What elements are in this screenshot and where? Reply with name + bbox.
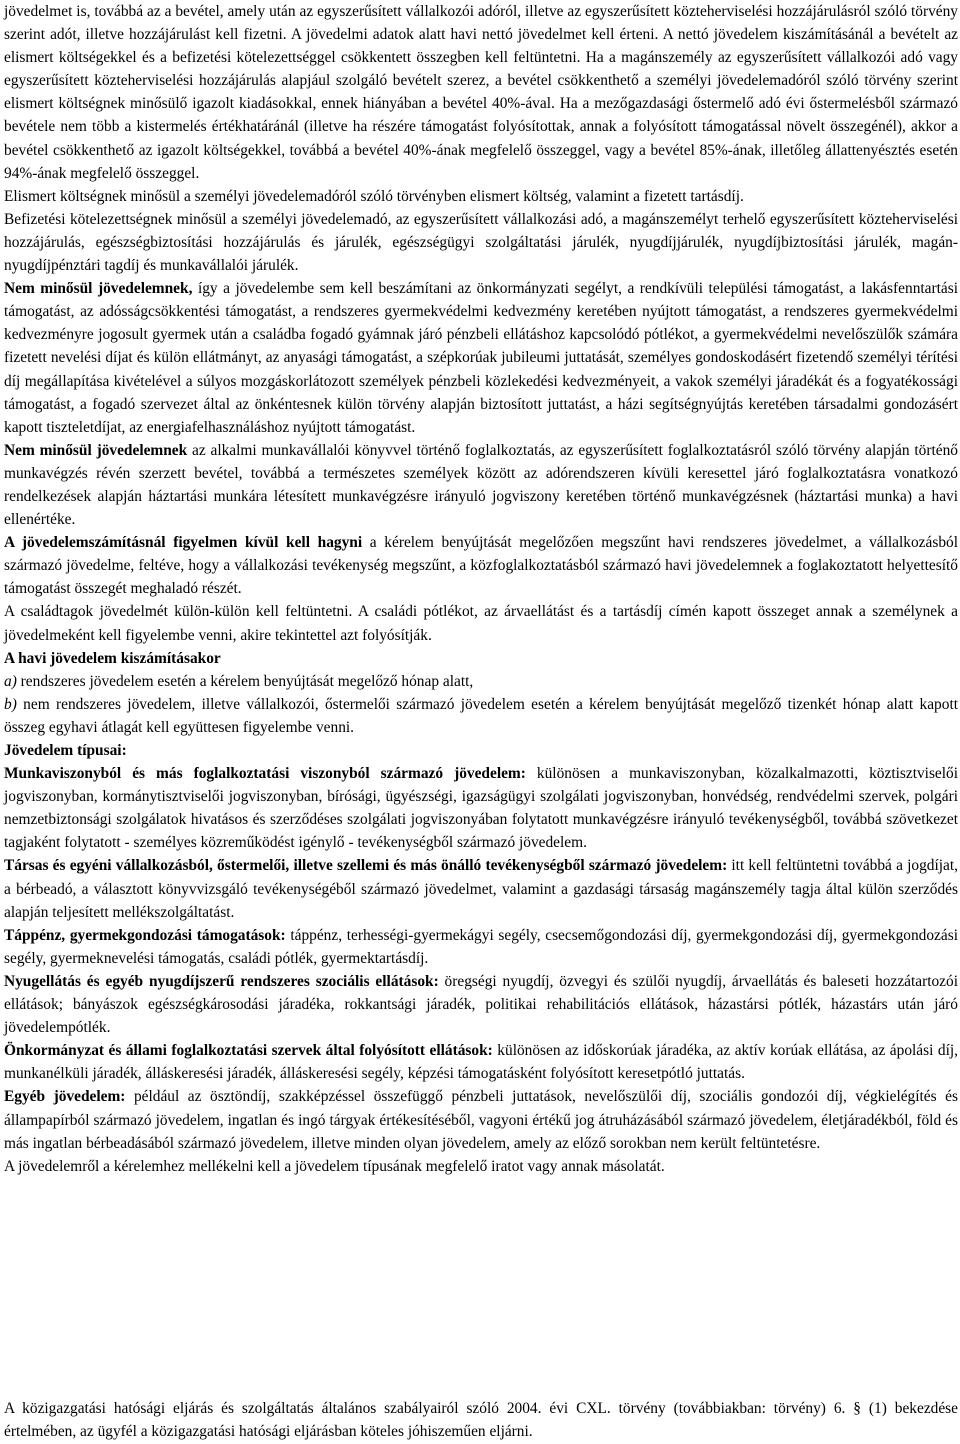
income-type-enterprise (4, 854, 958, 923)
paragraph-payment-obligation: Befizetési kötelezettségnek minősül a személyi jövedelemadó, az egyszerűsített vállalkozási adó, a magánszemélyt terhelő egyszerűsített közteherviselési hozzájárulás, egészségbiztosítási hozzájárulás és járulék, egészségügyi szolgáltatási járulék, nyugdíjjárulék, nyugdíjbiztosítási járulék, magán-nyugdíjpénztári tagdíj és munkavállalói járulék. (4, 210, 958, 275)
income-type-pension-lead: Nyugellátás és egyéb nyugdíjszerű rendszeres szociális ellátások: (4, 972, 439, 990)
income-type-municipal-text: különösen az időskorúak járadéka, az aktív korúak ellátása, az ápolási díj, munkanélküli járadék, álláskeresési járadék, álláskeresési segély, képzési támogatásként folyósított keresetpótló juttatás. (4, 1042, 958, 1083)
lead-disregard: A jövedelemszámításnál figyelmen kívül kell hagyni (4, 534, 363, 552)
income-type-employment-text: különösen a munkaviszonyban, közalkalmazotti, köztisztviselői jogviszonyban, kormánytisztviselői jogviszonyban, bírósági, ügyészségi, igazságügyi szolgálati jogviszonyban, honvédség, rendvédelmi szervek, polgári nemzetbiztonsági szolgálatok hivatásos és szerződéses szolgálati jogviszonyában folytatott munkavégzésre irányuló tevékenységből, továbbá szövetkezet tagjaként folytatott - személyes közreműködést igénylő - tevékenységből származó jövedelem. (4, 765, 959, 852)
list-text-b: nem rendszeres jövedelem, illetve vállalkozói, őstermelői származó jövedelem esetén a kérelem benyújtását megelőző tizenkét hónap alatt kapott összeg egyhavi átlagát kell együttesen figyelembe venni. (4, 695, 958, 736)
income-type-sickpay-lead: Táppénz, gyermekgondozási támogatások: (4, 926, 286, 944)
income-type-employment (4, 762, 958, 854)
document-body (4, 0, 958, 1178)
income-type-other (4, 1085, 958, 1154)
income-type-sickpay-text: táppénz, terhességi-gyermekágyi segély, csecsemőgondozási díj, gyermekgondozási díj, gyermekgondozási segély, gyermeknevelési támogatás, családi pótlék, gyermektartásdíj. (4, 926, 958, 967)
income-type-employment-lead: Munkaviszonyból és más foglalkoztatási viszonyból származó jövedelem: (4, 765, 526, 783)
heading-monthly-text: A havi jövedelem kiszámításakor (4, 649, 221, 667)
paragraph-recognized-costs: Elismert költségnek minősül a személyi jövedelemadóról szóló törvényben elismert költség, valamint a fizetett tartásdíj. (4, 187, 744, 205)
footer-legal-note: A közigazgatási hatósági eljárás és szolgáltatás általános szabályairól szóló 2004. évi CXL. törvény (továbbiakban: törvény) 6. § (1) bekezdése értelmében, az ügyfél a közigazgatási hatósági eljárásban köteles jóhiszeműen eljárni. (4, 1400, 958, 1441)
text-not-income-1: így a jövedelembe sem kell beszámítani az önkormányzati segélyt, a rendkívüli települési támogatást, a lakásfenntartási támogatást, az adósságcsökkentési támogatást, a rendszeres gyermekvédelmi kedvezmény keretében nyújtott támogatást, a rendszeres gyermekvédelmi kedvezményre jogosult gyermek után a családba fogadó gyámnak járó pénzbeli ellátáshoz kapcsolódó pótlékot, a gyermekvédelmi nevelőszülők számára fizetett nevelési díjat és külön ellátmányt, az anyasági támogatást, a szépkorúak jubileumi juttatását, személyes gondoskodásért fizetendő személyi térítési díj megállapítása kivételével a súlyos mozgáskorlátozott személyek pénzbeli közlekedési kedvezményeit, a vakok személyi járadékát és a fogyatékossági támogatást, a fogadó szervezet által az önkéntesnek külön törvény alapján biztosított juttatást, a házi segítségnyújtás keretében társadalmi gondozásért kapott tiszteletdíjat, az energiafelhasználáshoz nyújtott támogatást. (4, 280, 958, 436)
paragraph-not-income-2 (4, 439, 958, 531)
list-item-a (4, 670, 958, 693)
paragraph-net-income: jövedelmet is, továbbá az a bevétel, amely után az egyszerűsített vállalkozói adóról, illetve az egyszerűsített közteherviselési hozzájárulásról szóló törvény szerint adót, illetve hozzájárulást kell fizetni. A jövedelmi adatok alatt havi nettó jövedelmet kell érteni. A nettó jövedelem kiszámításánál a bevételt az elismert költségekkel és a befizetési kötelezettséggel csökkentett összegben kell feltüntetni. Ha a magánszemély az egyszerűsített vállalkozói adó vagy egyszerűsített közteherviselési hozzájárulás alapjául szolgáló bevételt szerez, a bevétel csökkenthető a személyi jövedelemadóról szóló törvény szerint elismert költségnek minősülő igazolt kiadásokkal, ennek hiányában a bevétel 40%-ával. Ha a mezőgazdasági őstermelő adó évi őstermelésből származó bevétele nem több a kistermelés értékhatáránál (illetve ha részére támogatást folyósítottak, annak a folyósított támogatással növelt összegénél), akkor a bevétel csökkenthető az igazolt költségekkel, továbbá a bevétel 40%-ának megfelelő összeggel, vagy a bevétel 85%-ának, illetőleg állattenyésztés esetén 94%-ának megfelelő összeggel. (4, 3, 958, 182)
heading-income-types (4, 739, 958, 762)
income-type-other-text: például az ösztöndíj, szakképzéssel összefüggő pénzbeli juttatások, nevelőszülői díj, szociális gondozói díj, végkielégítés és állampapírból származó jövedelem, ingatlan és ingó tárgyak értékesítéséből, vagyoni értékű jog átruházásából származó jövedelem, életjáradékból, föld és más ingatlan bérbeadásából származó jövedelem, illetve minden olyan jövedelem, amely az előző sorokban nem került feltüntetésre. (4, 1088, 958, 1152)
income-type-sickpay (4, 924, 958, 970)
text-disregard: a kérelem benyújtását megelőzően megszűnt havi rendszeres jövedelmet, a vállalkozásból származó jövedelme, feltéve, hogy a vállalkozási tevékenység megszűnt, a közfoglalkoztatásból származó havi jövedelemnek a foglakoztatott helyettesítő támogatást összegét meghaladó részét. (4, 534, 958, 598)
income-type-municipal-lead: Önkormányzat és állami foglalkoztatási szervek által folyósított ellátások: (4, 1042, 493, 1060)
list-text-a: rendszeres jövedelem esetén a kérelem benyújtását megelőző hónap alatt, (16, 672, 474, 690)
lead-not-income-2: Nem minősül jövedelemnek (4, 441, 188, 459)
paragraph-disregard (4, 531, 958, 600)
paragraph-not-income-1 (4, 277, 958, 439)
income-type-pension (4, 970, 958, 1039)
paragraph-attachment: A jövedelemről a kérelemhez mellékelni kell a jövedelem típusának megfelelő iratot vagy annak másolatát. (4, 1157, 665, 1175)
text-not-income-2: az alkalmi munkavállalói könyvvel történő foglalkoztatás, az egyszerűsített foglalkoztatásról szóló törvény alapján történő munkavégzés révén szerzett bevétel, továbbá a természetes személyek között az adórendszeren kívüli keresettel járó foglalkoztatásra vonatkozó rendelkezések alapján háztartási munkára létesített munkavégzésre irányuló jogviszony keretében történő munkavégzésnek (háztartási munka) a havi ellenértéke. (4, 441, 958, 529)
heading-income-types-text: Jövedelem típusai: (4, 742, 127, 759)
lead-not-income-1: Nem minősül jövedelemnek, (4, 280, 193, 298)
list-item-b (4, 693, 958, 739)
income-type-enterprise-lead: Társas és egyéni vállalkozásból, őstermelői, illetve szellemi és más önálló tevékenységből származó jövedelem: (4, 857, 728, 875)
list-marker-a: a) (4, 672, 17, 690)
paragraph-family-members: A családtagok jövedelmét külön-külön kell feltüntetni. A családi pótlékot, az árvaellátást és a tartásdíj címén kapott összeget annak a személynek a jövedelmeként kell figyelembe venni, akire tekintettel azt folyósítják. (4, 603, 958, 644)
list-marker-b: b) (4, 695, 17, 713)
income-type-pension-text: öregségi nyugdíj, özvegyi és szülői nyugdíj, árvaellátás és baleseti hozzátartozói ellátások; bányászok egészségkárosodási járadéka, rokkantsági járadék, politikai rehabilitációs ellátások, házastársi pótlék, házastárs után járó jövedelempótlék. (4, 972, 958, 1037)
heading-monthly-calculation (4, 647, 958, 670)
income-type-other-lead: Egyéb jövedelem: (4, 1088, 126, 1106)
income-type-enterprise-text: itt kell feltüntetni továbbá a jogdíjat, a bérbeadó, a választott könyvvizsgáló tevékenységéből származó jövedelmet, valamint a gazdasági társaság magánszemély tagja által külön szerződés alapján teljesített mellékszolgáltatást. (4, 857, 958, 921)
income-type-municipal (4, 1039, 958, 1085)
